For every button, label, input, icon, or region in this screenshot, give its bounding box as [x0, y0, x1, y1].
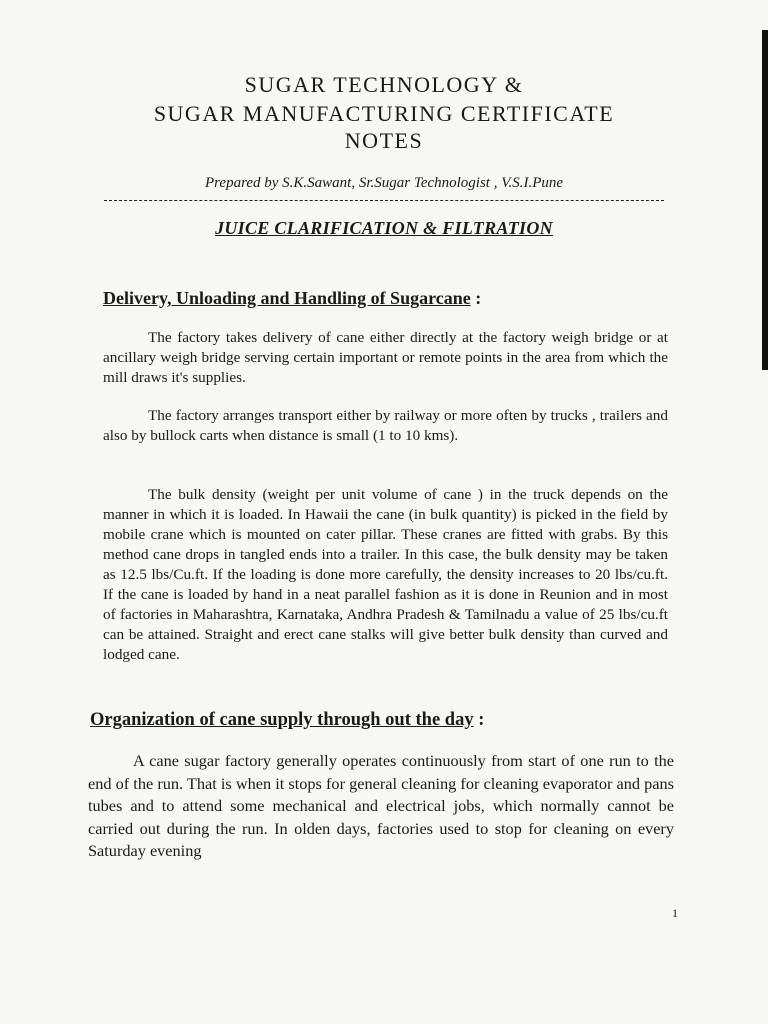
- dashed-divider: [104, 200, 664, 201]
- title-line-1: SUGAR TECHNOLOGY &: [244, 72, 524, 97]
- page-number: 1: [672, 906, 678, 920]
- title-line-2: SUGAR MANUFACTURING CERTIFICATE: [153, 101, 615, 126]
- paragraph-transport: The factory arranges transport either by railway or more often by trucks , trailers and also by bullock carts when distance is small (1 to 10 kms).: [103, 407, 668, 444]
- paragraph-bulk-density: The bulk density (weight per unit volume of cane ) in the truck depends on the manner in which it is loaded. In Hawaii the cane (in bulk quantity) is picked in the field by mobile crane which is mounted on cater pillar. These cranes are fitted with grabs. By this method cane drops in tangled ends into a trailer. In this case, the bulk density may be taken as 12.5 lbs/Cu.ft. If the loading is done more carefully, the density increases to 20 lbs/cu.ft. If the cane is loaded by hand in a neat parallel fashion as it is done in Reunion and in most of factories in Maharashtra, Karnataka, Andhra Pradesh & Tamilnadu a value of 25 lbs/cu.ft can be attained. Straight and erect cane stalks will give better bulk density than curved and lodged cane.: [103, 486, 668, 663]
- paragraph-operation: A cane sugar factory generally operates continuously from start of one run to the end of the run. That is when it stops for general cleaning for cleaning evaporator and pans tubes and to attend some mechanical and electrical jobs, which normally cannot be carried out during the run. In olden days, factories used to stop for cleaning on every Saturday evening: [88, 751, 674, 860]
- section-heading-organization-suffix: :: [473, 710, 485, 730]
- section-heading-delivery: [103, 288, 481, 309]
- section-heading-organization-text: Organization of cane supply through out the day: [90, 710, 474, 730]
- topic-heading: JUICE CLARIFICATION & FILTRATION: [215, 218, 553, 238]
- prepared-by-line: Prepared by S.K.Sawant, Sr.Sugar Technologist , V.S.I.Pune: [204, 175, 564, 191]
- section-heading-delivery-text: Delivery, Unloading and Handling of Sugarcane: [103, 288, 471, 308]
- paragraph-delivery: The factory takes delivery of cane either directly at the factory weigh bridge or at ancillary weigh bridge serving certain important or remote points in the area from which the mill draws it's supplies.: [103, 329, 668, 386]
- title-line-3: NOTES: [344, 128, 424, 153]
- section-heading-delivery-suffix: :: [470, 288, 482, 308]
- section-heading-organization: [90, 710, 484, 731]
